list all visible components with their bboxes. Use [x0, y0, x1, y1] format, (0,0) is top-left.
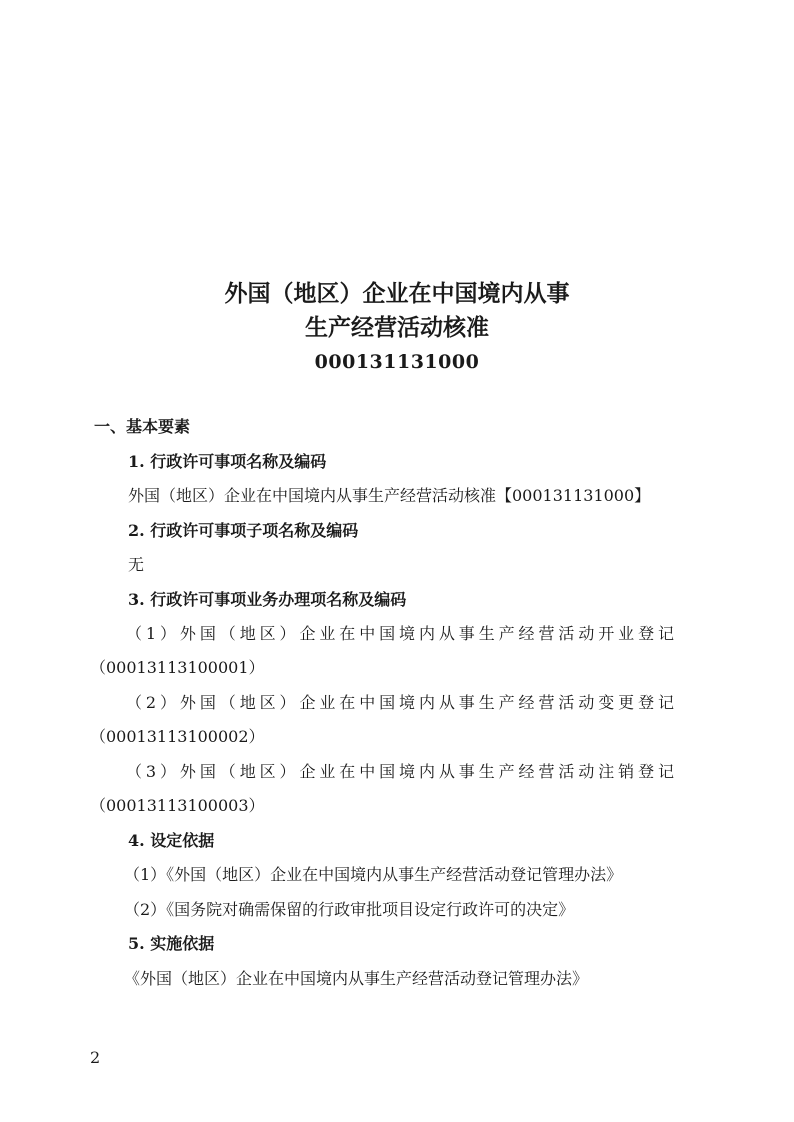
page-number: 2: [90, 1048, 101, 1067]
item5-heading: 5. 实施依据: [128, 934, 215, 953]
item5-text: 《外国（地区）企业在中国境内从事生产经营活动登记管理办法》: [124, 969, 589, 988]
item3-entry-3-line-1: （3）外国（地区）企业在中国境内从事生产经营活动注销登记: [126, 762, 674, 781]
item4-heading: 4. 设定依据: [128, 831, 215, 850]
item4-basis-1: （1）《外国（地区）企业在中国境内从事生产经营活动登记管理办法》: [124, 865, 623, 884]
item4-basis-2: （2）《国务院对确需保留的行政审批项目设定行政许可的决定》: [124, 900, 575, 919]
item3-entry-2-code: （00013113100002）: [90, 727, 265, 746]
item2-heading: 2. 行政许可事项子项名称及编码: [128, 521, 359, 540]
section-heading: 一、基本要素: [94, 417, 191, 436]
item1-heading: 1. 行政许可事项名称及编码: [128, 452, 327, 471]
item3-entry-1-code: （00013113100001）: [90, 658, 265, 677]
item3-entry-3-code: （00013113100003）: [90, 796, 265, 815]
item3-heading: 3. 行政许可事项业务办理项名称及编码: [128, 590, 407, 609]
title-line-2: 生产经营活动核准: [305, 314, 489, 341]
item1-text: 外国（地区）企业在中国境内从事生产经营活动核准【000131131000】: [128, 486, 651, 505]
title-line-1: 外国（地区）企业在中国境内从事: [224, 280, 570, 307]
item2-text: 无: [128, 555, 145, 574]
title-code: 000131131000: [314, 351, 480, 373]
item3-entry-1-line-1: （1）外国（地区）企业在中国境内从事生产经营活动开业登记: [126, 624, 674, 643]
item3-entry-2-line-1: （2）外国（地区）企业在中国境内从事生产经营活动变更登记: [126, 693, 674, 712]
